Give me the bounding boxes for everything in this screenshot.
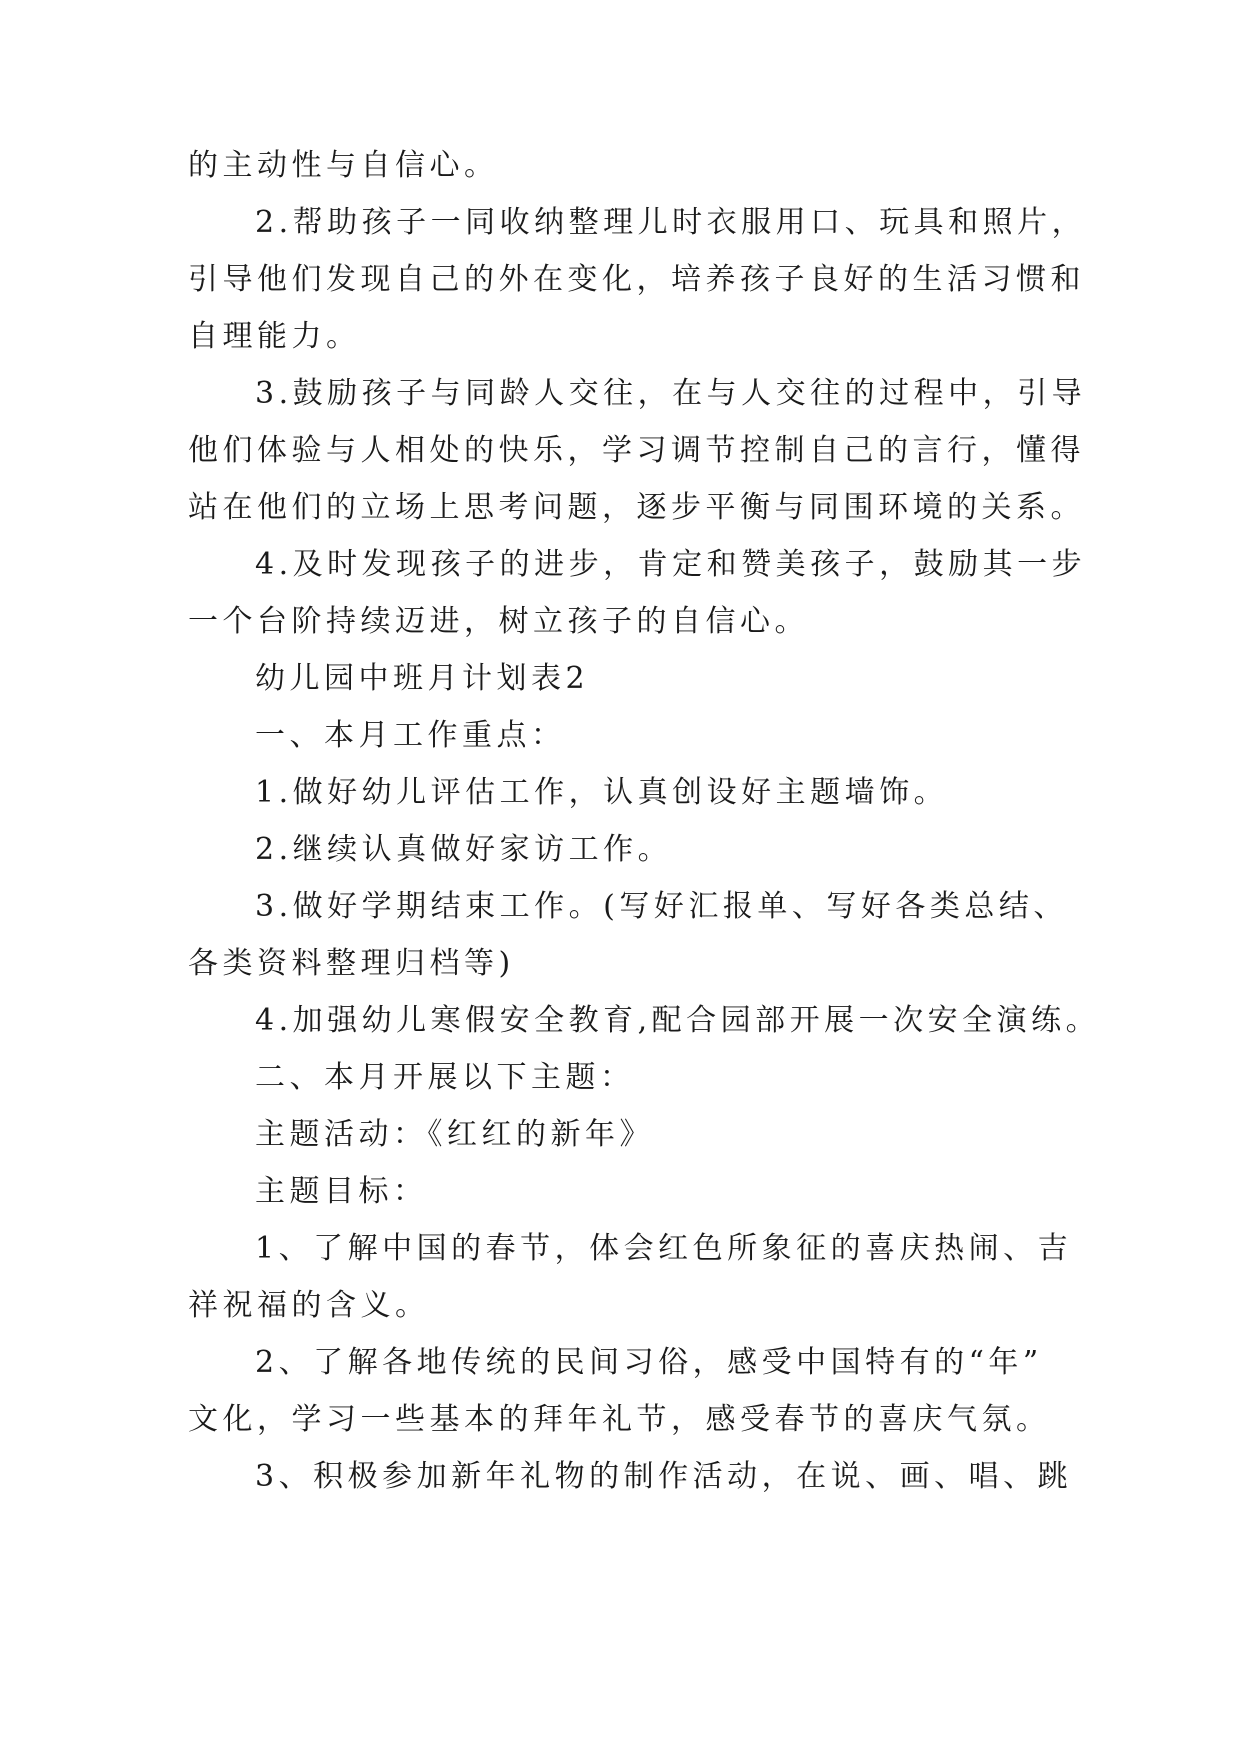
text-line: 1、了解中国的春节，体会红色所象征的喜庆热闹、吉 xyxy=(255,1231,1073,1266)
text-line: 2.继续认真做好家访工作。 xyxy=(255,832,673,867)
text-line: 主题活动：《红红的新年》 xyxy=(255,1117,654,1152)
text-line: 自理能力。 xyxy=(188,319,361,354)
text-line: 主题目标： xyxy=(255,1174,428,1209)
text-line: 3.做好学期结束工作。(写好汇报单、写好各类总结、 xyxy=(255,889,1068,924)
text-line: 2.帮助孩子一同收纳整理儿时衣服用口、玩具和照片， xyxy=(255,205,1087,240)
text-line: 3、积极参加新年礼物的制作活动，在说、画、唱、跳 xyxy=(255,1459,1073,1494)
section-heading: 一、本月工作重点： xyxy=(255,718,566,753)
text-line: 他们体验与人相处的快乐，学习调节控制自己的言行，懂得 xyxy=(188,433,1085,468)
text-line: 各类资料整理归档等) xyxy=(188,946,515,981)
text-line: 2、了解各地传统的民间习俗，感受中国特有的“年” xyxy=(255,1345,1043,1380)
section-title: 幼儿园中班月计划表2 xyxy=(255,661,590,696)
text-line: 一个台阶持续迈进，树立孩子的自信心。 xyxy=(188,604,809,639)
section-heading: 二、本月开展以下主题： xyxy=(255,1060,635,1095)
text-line: 站在他们的立场上思考问题，逐步平衡与同围环境的关系。 xyxy=(188,490,1085,525)
text-line: 的主动性与自信心。 xyxy=(188,148,499,183)
text-line: 4.及时发现孩子的进步，肯定和赞美孩子，鼓励其一步 xyxy=(255,547,1087,582)
text-line: 1.做好幼儿评估工作，认真创设好主题墙饰。 xyxy=(255,775,949,810)
text-line: 4.加强幼儿寒假安全教育,配合园部开展一次安全演练。 xyxy=(255,1003,1101,1038)
text-line: 祥祝福的含义。 xyxy=(188,1288,430,1323)
text-line: 文化，学习一些基本的拜年礼节，感受春节的喜庆气氛。 xyxy=(188,1402,1051,1437)
text-line: 3.鼓励孩子与同龄人交往，在与人交往的过程中，引导 xyxy=(255,376,1087,411)
text-line: 引导他们发现自己的外在变化，培养孩子良好的生活习惯和 xyxy=(188,262,1085,297)
